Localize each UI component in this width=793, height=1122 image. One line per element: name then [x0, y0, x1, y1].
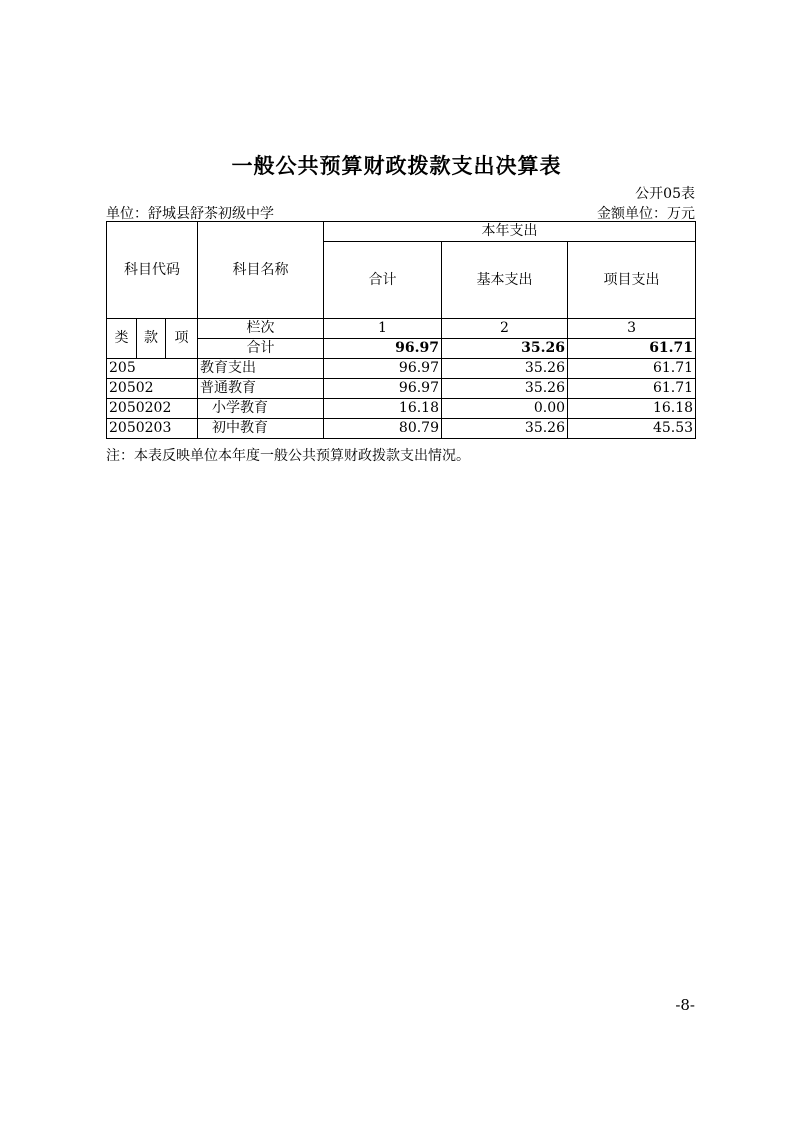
row-code: 2050202 [107, 399, 198, 419]
header-project: 项目支出 [568, 242, 696, 319]
row-total: 80.79 [324, 419, 442, 439]
header-col1: 1 [324, 319, 442, 339]
footnote: 注：本表反映单位本年度一般公共预算财政拨款支出情况。 [106, 448, 470, 464]
row-total: 16.18 [324, 399, 442, 419]
table-row [107, 419, 696, 439]
total-basic: 35.26 [442, 339, 568, 359]
row-basic: 35.26 [442, 359, 568, 379]
row-project: 45.53 [568, 419, 696, 439]
row-project: 61.71 [568, 359, 696, 379]
header-col2: 2 [442, 319, 568, 339]
total-total: 96.97 [324, 339, 442, 359]
table-row [107, 359, 696, 379]
header-kuan: 款 [137, 319, 166, 359]
row-code: 2050203 [107, 419, 198, 439]
unit-name: 单位：舒城县舒茶初级中学 [106, 206, 274, 222]
total-label: 合计 [198, 339, 324, 359]
unit-line [106, 203, 695, 223]
row-basic: 0.00 [442, 399, 568, 419]
header-row-1 [107, 222, 696, 242]
row-project: 16.18 [568, 399, 696, 419]
header-col3: 3 [568, 319, 696, 339]
header-basic: 基本支出 [442, 242, 568, 319]
page-number: -8- [675, 996, 695, 1014]
expenditure-table [106, 221, 696, 439]
row-name: 小学教育 [198, 399, 324, 419]
header-column-index: 栏次 [198, 319, 324, 339]
row-total: 96.97 [324, 359, 442, 379]
row-project: 61.71 [568, 379, 696, 399]
header-lei: 类 [107, 319, 137, 359]
row-basic: 35.26 [442, 419, 568, 439]
total-project: 61.71 [568, 339, 696, 359]
row-code: 20502 [107, 379, 198, 399]
row-name: 教育支出 [198, 359, 324, 379]
row-code: 205 [107, 359, 198, 379]
header-total: 合计 [324, 242, 442, 319]
header-name: 科目名称 [198, 222, 324, 319]
row-name: 普通教育 [198, 379, 324, 399]
table-row [107, 379, 696, 399]
header-current-year: 本年支出 [324, 222, 696, 242]
table-row [107, 399, 696, 419]
page-title: 一般公共预算财政拨款支出决算表 [231, 154, 562, 178]
currency-unit: 金额单位：万元 [597, 206, 695, 222]
row-total: 96.97 [324, 379, 442, 399]
form-number: 公开05表 [635, 186, 695, 202]
header-row-index [107, 319, 696, 339]
row-basic: 35.26 [442, 379, 568, 399]
row-name: 初中教育 [198, 419, 324, 439]
header-xiang: 项 [166, 319, 198, 359]
header-code: 科目代码 [107, 222, 198, 319]
